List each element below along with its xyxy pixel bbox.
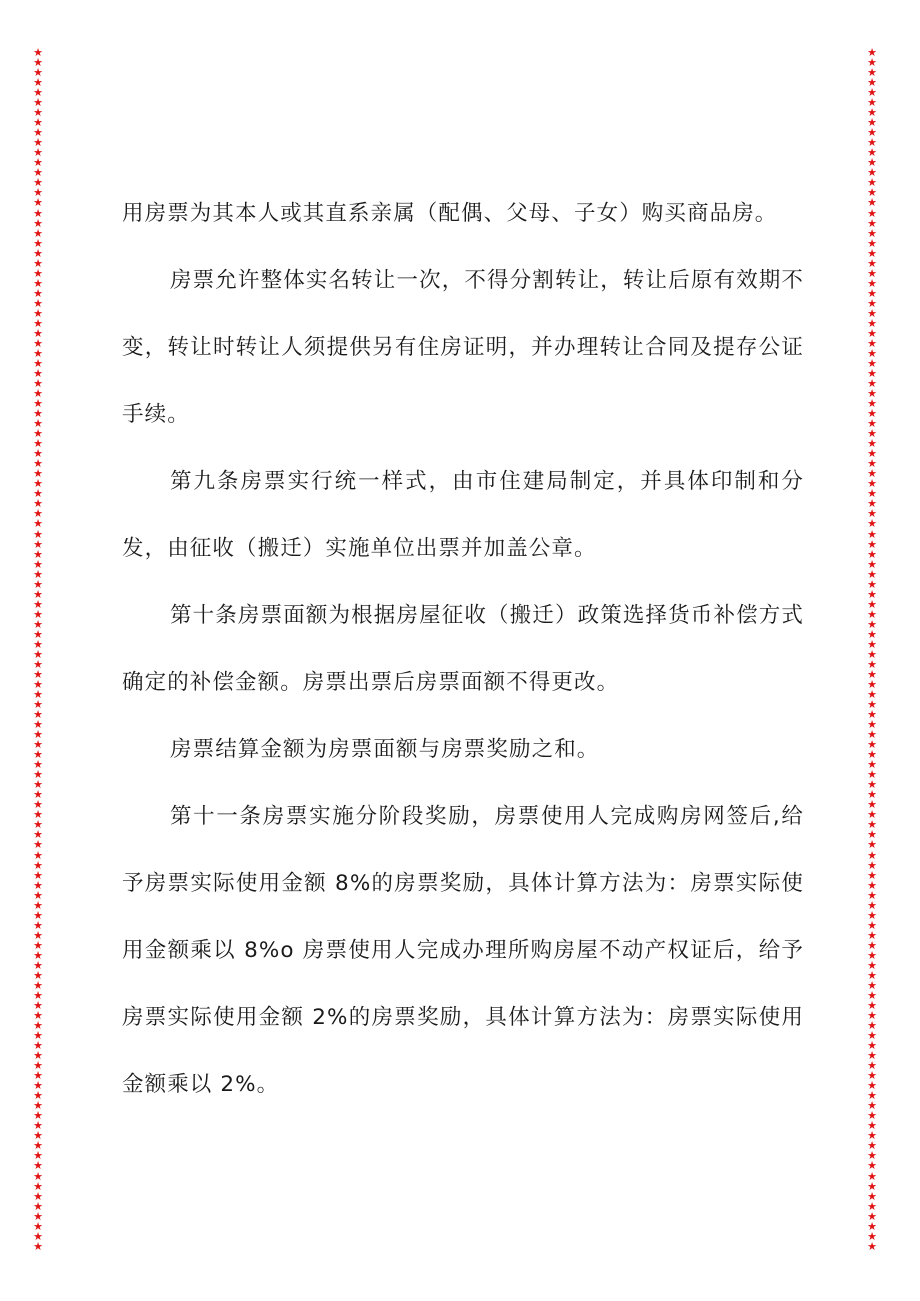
star-icon: ★: [33, 677, 43, 691]
star-icon: ★: [867, 1129, 877, 1143]
star-icon: ★: [33, 497, 43, 511]
star-icon: ★: [867, 1199, 877, 1213]
star-icon: ★: [33, 156, 43, 170]
star-icon: ★: [867, 186, 877, 200]
star-icon: ★: [867, 256, 877, 270]
star-icon: ★: [867, 286, 877, 300]
star-icon: ★: [33, 537, 43, 551]
star-icon: ★: [33, 938, 43, 952]
star-icon: ★: [867, 647, 877, 661]
star-icon: ★: [867, 908, 877, 922]
star-icon: ★: [33, 266, 43, 280]
star-icon: ★: [867, 958, 877, 972]
star-icon: ★: [33, 507, 43, 521]
star-icon: ★: [867, 708, 877, 722]
star-icon: ★: [867, 527, 877, 541]
star-icon: ★: [33, 888, 43, 902]
star-icon: ★: [867, 48, 877, 59]
star-icon: ★: [33, 1119, 43, 1133]
document-body: [122, 180, 804, 1118]
star-icon: ★: [33, 1139, 43, 1153]
star-icon: ★: [33, 477, 43, 491]
star-icon: ★: [33, 236, 43, 250]
star-icon: ★: [867, 1029, 877, 1043]
star-icon: ★: [33, 1079, 43, 1093]
star-icon: ★: [33, 136, 43, 150]
star-icon: ★: [33, 346, 43, 360]
star-icon: ★: [33, 527, 43, 541]
star-icon: ★: [33, 1019, 43, 1033]
star-icon: ★: [33, 818, 43, 832]
star-icon: ★: [867, 537, 877, 551]
paragraph-article-10: 第十条房票面额为根据房屋征收（搬迁）政策选择货币补偿方式确定的补偿金额。房票出票后房票面额不得更改。: [122, 603, 804, 695]
star-icon: ★: [33, 1229, 43, 1243]
star-icon: ★: [33, 667, 43, 681]
star-icon: ★: [33, 828, 43, 842]
star-icon: ★: [867, 988, 877, 1002]
star-icon: ★: [867, 677, 877, 691]
star-icon: ★: [33, 76, 43, 90]
star-icon: ★: [33, 647, 43, 661]
star-icon: ★: [867, 497, 877, 511]
star-icon: ★: [867, 718, 877, 732]
star-icon: ★: [867, 116, 877, 130]
star-icon: ★: [867, 758, 877, 772]
star-icon: ★: [33, 878, 43, 892]
star-icon: ★: [867, 607, 877, 621]
star-icon: ★: [867, 1229, 877, 1243]
star-icon: ★: [867, 1179, 877, 1193]
star-icon: ★: [33, 487, 43, 501]
star-icon: ★: [33, 116, 43, 130]
star-icon: ★: [33, 447, 43, 461]
star-icon: ★: [867, 266, 877, 280]
star-icon: ★: [867, 1099, 877, 1113]
star-icon: ★: [867, 1139, 877, 1153]
star-icon: ★: [33, 838, 43, 852]
star-icon: ★: [33, 597, 43, 611]
star-icon: ★: [33, 1179, 43, 1193]
star-icon: ★: [867, 1089, 877, 1103]
paragraph-article-11: 第十一条房票实施分阶段奖励，房票使用人完成购房网签后,给予房票实际使用金额 8%的房票奖励，具体计算方法为：房票实际使用金额乘以 8%o 房票使用人完成办理所购房屋不动产权证后，给予房票实际使用金额 2%的房票奖励，具体计算方法为：房票实际使用金额乘以 2%。: [122, 804, 804, 1097]
star-icon: ★: [33, 166, 43, 180]
star-icon: ★: [33, 998, 43, 1012]
star-icon: ★: [867, 1219, 877, 1233]
paragraph-continuation: 用房票为其本人或其直系亲属（配偶、父母、子女）购买商品房。: [122, 201, 778, 226]
star-icon: ★: [867, 1069, 877, 1083]
star-icon: ★: [33, 206, 43, 220]
star-icon: ★: [33, 417, 43, 431]
star-icon: ★: [867, 336, 877, 350]
star-icon: ★: [867, 688, 877, 701]
star-icon: ★: [33, 1109, 43, 1123]
star-icon: ★: [867, 96, 877, 110]
star-icon: ★: [867, 1049, 877, 1063]
star-icon: ★: [867, 367, 877, 380]
star-icon: ★: [867, 316, 877, 330]
star-icon: ★: [33, 1059, 43, 1073]
star-icon: ★: [867, 86, 877, 100]
star-icon: ★: [33, 146, 43, 160]
star-icon: ★: [867, 1189, 877, 1203]
star-icon: ★: [867, 698, 877, 712]
star-icon: ★: [33, 898, 43, 912]
star-icon: ★: [867, 748, 877, 762]
star-icon: ★: [867, 166, 877, 180]
star-icon: ★: [33, 176, 43, 190]
star-icon: ★: [33, 196, 43, 210]
star-icon: ★: [867, 467, 877, 481]
star-icon: ★: [867, 246, 877, 260]
star-icon: ★: [867, 1059, 877, 1073]
star-icon: ★: [867, 176, 877, 190]
star-icon: ★: [33, 276, 43, 290]
star-icon: ★: [867, 126, 877, 140]
star-icon: ★: [867, 56, 877, 70]
star-icon: ★: [867, 136, 877, 150]
star-icon: ★: [867, 1169, 877, 1183]
star-icon: ★: [33, 1039, 43, 1053]
star-icon: ★: [867, 216, 877, 230]
star-icon: ★: [33, 306, 43, 320]
star-icon: ★: [33, 216, 43, 230]
star-icon: ★: [867, 76, 877, 90]
star-icon: ★: [867, 888, 877, 902]
star-icon: ★: [33, 336, 43, 350]
star-icon: ★: [33, 457, 43, 471]
star-icon: ★: [867, 1239, 877, 1252]
star-icon: ★: [33, 437, 43, 451]
star-icon: ★: [867, 1009, 877, 1022]
star-icon: ★: [33, 1029, 43, 1043]
star-icon: ★: [33, 928, 43, 942]
star-icon: ★: [33, 356, 43, 370]
star-icon: ★: [33, 718, 43, 732]
star-icon: ★: [867, 146, 877, 160]
star-icon: ★: [867, 738, 877, 752]
star-icon: ★: [867, 557, 877, 571]
star-icon: ★: [867, 457, 877, 471]
star-icon: ★: [33, 808, 43, 822]
star-icon: ★: [867, 106, 877, 120]
star-icon: ★: [867, 276, 877, 290]
star-icon: ★: [33, 1069, 43, 1083]
star-icon: ★: [33, 186, 43, 200]
star-icon: ★: [33, 978, 43, 992]
star-icon: ★: [867, 477, 877, 491]
star-icon: ★: [33, 397, 43, 411]
star-icon: ★: [33, 467, 43, 481]
star-icon: ★: [867, 1149, 877, 1163]
star-icon: ★: [33, 427, 43, 441]
star-icon: ★: [33, 708, 43, 722]
star-icon: ★: [33, 738, 43, 752]
star-icon: ★: [33, 1099, 43, 1113]
star-icon: ★: [33, 848, 43, 862]
star-icon: ★: [33, 387, 43, 401]
paragraph-article-9: 第九条房票实行统一样式，由市住建局制定，并具体印制和分发，由征收（搬迁）实施单位出票并加盖公章。: [122, 469, 804, 561]
star-icon: ★: [33, 326, 43, 340]
star-icon: ★: [33, 1149, 43, 1163]
star-icon: ★: [33, 948, 43, 962]
star-icon: ★: [867, 848, 877, 862]
star-icon: ★: [33, 96, 43, 110]
star-icon: ★: [867, 728, 877, 742]
star-icon: ★: [33, 1129, 43, 1143]
star-icon: ★: [33, 778, 43, 792]
star-icon: ★: [33, 246, 43, 260]
star-icon: ★: [867, 296, 877, 310]
star-icon: ★: [867, 597, 877, 611]
star-icon: ★: [33, 637, 43, 651]
star-icon: ★: [867, 356, 877, 370]
star-icon: ★: [867, 206, 877, 220]
star-icon: ★: [867, 788, 877, 802]
star-icon: ★: [33, 226, 43, 240]
star-icon: ★: [867, 577, 877, 591]
star-icon: ★: [33, 66, 43, 80]
star-icon: ★: [867, 978, 877, 992]
star-icon: ★: [33, 1209, 43, 1223]
star-icon: ★: [33, 256, 43, 270]
star-icon: ★: [867, 627, 877, 641]
star-icon: ★: [33, 557, 43, 571]
star-icon: ★: [33, 988, 43, 1002]
star-icon: ★: [33, 968, 43, 982]
star-icon: ★: [867, 798, 877, 812]
star-icon: ★: [33, 698, 43, 712]
star-icon: ★: [867, 657, 877, 671]
star-icon: ★: [33, 748, 43, 762]
star-icon: ★: [33, 1239, 43, 1252]
star-icon: ★: [33, 86, 43, 100]
star-icon: ★: [33, 547, 43, 561]
star-icon: ★: [867, 66, 877, 80]
star-icon: ★: [867, 507, 877, 521]
star-icon: ★: [33, 607, 43, 621]
star-icon: ★: [867, 226, 877, 240]
star-icon: ★: [33, 858, 43, 872]
star-icon: ★: [33, 377, 43, 391]
star-icon: ★: [33, 627, 43, 641]
star-icon: ★: [33, 657, 43, 671]
star-icon: ★: [33, 908, 43, 922]
star-icon: ★: [33, 768, 43, 782]
star-icon: ★: [33, 617, 43, 631]
star-icon: ★: [867, 928, 877, 942]
star-icon: ★: [867, 968, 877, 982]
star-icon: ★: [867, 778, 877, 792]
star-icon: ★: [33, 407, 43, 421]
star-icon: ★: [33, 1189, 43, 1203]
star-icon: ★: [867, 948, 877, 962]
star-icon: ★: [867, 998, 877, 1012]
star-icon: ★: [33, 517, 43, 531]
star-icon: ★: [867, 1079, 877, 1093]
star-icon: ★: [867, 918, 877, 932]
star-icon: ★: [867, 1119, 877, 1133]
star-icon: ★: [33, 1219, 43, 1233]
right-star-border: [865, 48, 879, 1252]
star-icon: ★: [33, 1169, 43, 1183]
star-icon: ★: [867, 1159, 877, 1173]
star-icon: ★: [867, 898, 877, 912]
star-icon: ★: [867, 637, 877, 651]
star-icon: ★: [867, 818, 877, 832]
star-icon: ★: [33, 1159, 43, 1173]
star-icon: ★: [867, 878, 877, 892]
star-icon: ★: [867, 517, 877, 531]
star-icon: ★: [867, 868, 877, 882]
star-icon: ★: [33, 958, 43, 972]
star-icon: ★: [33, 688, 43, 701]
star-icon: ★: [33, 577, 43, 591]
star-icon: ★: [33, 126, 43, 140]
star-icon: ★: [867, 1019, 877, 1033]
star-icon: ★: [33, 587, 43, 601]
star-icon: ★: [867, 1209, 877, 1223]
paragraph-transfer-rules: 房票允许整体实名转让一次，不得分割转让，转让后原有效期不变，转让时转让人须提供另有住房证明，并办理转让合同及提存公证手续。: [122, 268, 804, 427]
star-icon: ★: [867, 377, 877, 391]
star-icon: ★: [33, 728, 43, 742]
star-icon: ★: [867, 547, 877, 561]
star-icon: ★: [867, 407, 877, 421]
star-icon: ★: [33, 367, 43, 380]
star-icon: ★: [867, 196, 877, 210]
star-icon: ★: [867, 346, 877, 360]
star-icon: ★: [867, 838, 877, 852]
star-icon: ★: [867, 1109, 877, 1123]
star-icon: ★: [867, 587, 877, 601]
star-icon: ★: [867, 437, 877, 451]
star-icon: ★: [867, 808, 877, 822]
star-icon: ★: [867, 236, 877, 250]
star-icon: ★: [33, 316, 43, 330]
star-icon: ★: [867, 326, 877, 340]
star-icon: ★: [867, 858, 877, 872]
star-icon: ★: [867, 667, 877, 681]
star-icon: ★: [867, 387, 877, 401]
star-icon: ★: [33, 758, 43, 772]
left-star-border: [31, 48, 45, 1252]
star-icon: ★: [867, 427, 877, 441]
star-icon: ★: [33, 868, 43, 882]
star-icon: ★: [33, 56, 43, 70]
star-icon: ★: [33, 1049, 43, 1063]
star-icon: ★: [33, 1199, 43, 1213]
star-icon: ★: [867, 768, 877, 782]
star-icon: ★: [33, 1089, 43, 1103]
star-icon: ★: [867, 397, 877, 411]
star-icon: ★: [33, 798, 43, 812]
star-icon: ★: [867, 1039, 877, 1053]
star-icon: ★: [867, 417, 877, 431]
star-icon: ★: [33, 296, 43, 310]
star-icon: ★: [867, 306, 877, 320]
star-icon: ★: [867, 938, 877, 952]
star-icon: ★: [33, 1009, 43, 1022]
star-icon: ★: [867, 447, 877, 461]
star-icon: ★: [867, 156, 877, 170]
star-icon: ★: [33, 567, 43, 581]
star-icon: ★: [33, 48, 43, 59]
star-icon: ★: [867, 487, 877, 501]
star-icon: ★: [33, 788, 43, 802]
star-icon: ★: [33, 286, 43, 300]
star-icon: ★: [33, 918, 43, 932]
star-icon: ★: [867, 828, 877, 842]
star-icon: ★: [33, 106, 43, 120]
paragraph-settlement-amount: 房票结算金额为房票面额与房票奖励之和。: [170, 737, 600, 762]
star-icon: ★: [867, 617, 877, 631]
star-icon: ★: [867, 567, 877, 581]
